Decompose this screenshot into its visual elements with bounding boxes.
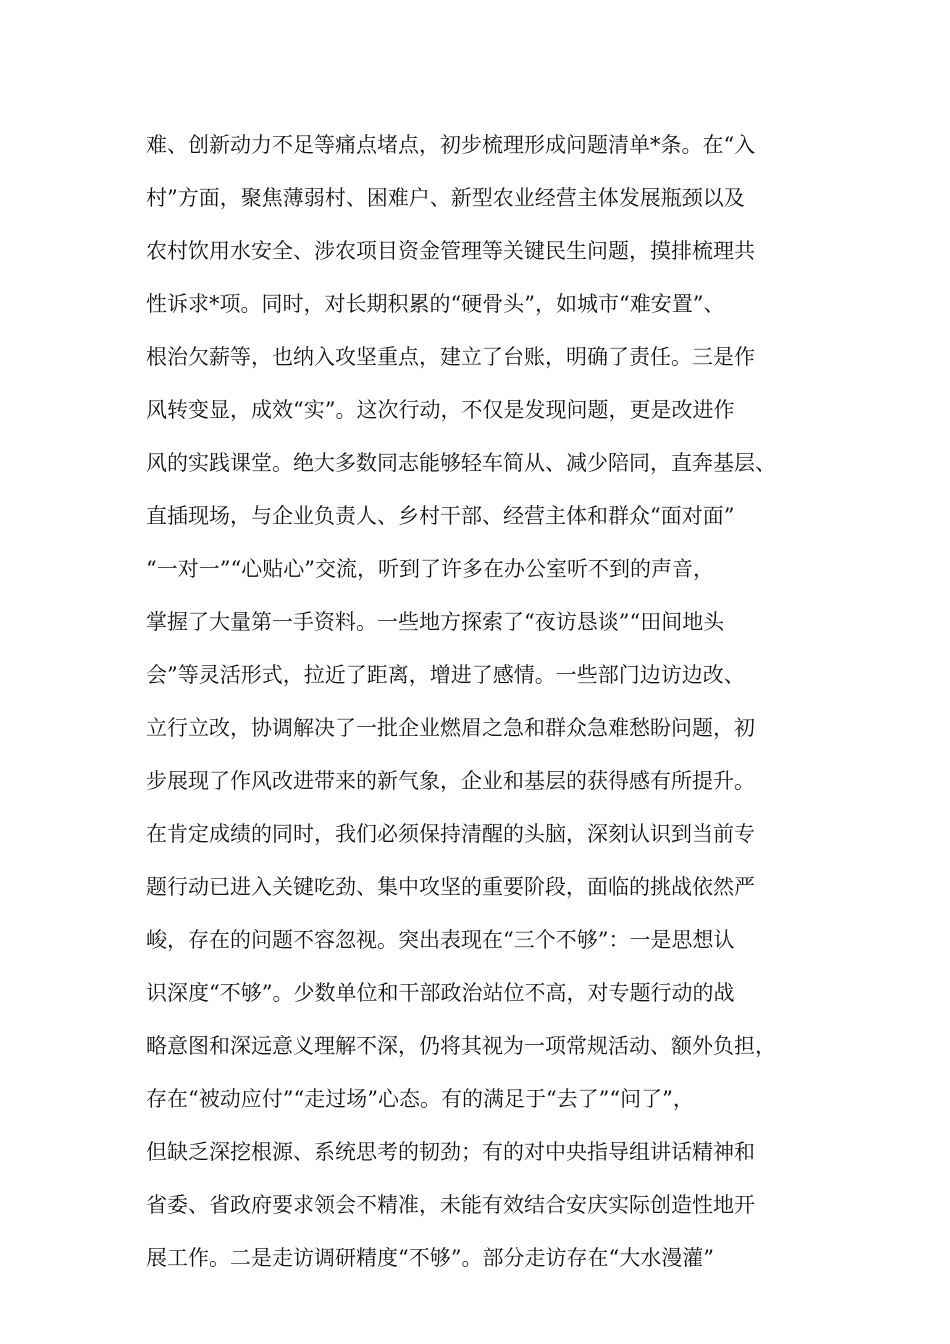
text-line: 步展现了作风改进带来的新气象，企业和基层的获得感有所提升。 xyxy=(146,769,755,793)
text-line: 根治欠薪等，也纳入攻坚重点，建立了台账，明确了责任。三是作 xyxy=(146,345,755,369)
text-line: 村”方面，聚焦薄弱村、困难户、新型农业经营主体发展瓶颈以及 xyxy=(146,186,745,210)
text-line: 掌握了大量第一手资料。一些地方探索了“夜访恳谈”“田间地头 xyxy=(146,610,725,634)
text-line: 风转变显，成效“实”。这次行动，不仅是发现问题，更是改进作 xyxy=(146,398,735,422)
text-line: 立行立改，协调解决了一批企业燃眉之急和群众急难愁盼问题，初 xyxy=(146,716,755,740)
text-line: “一对一”“心贴心”交流，听到了许多在办公室听不到的声音， xyxy=(146,557,714,581)
text-line: 展工作。二是走访调研精度“不够”。部分走访存在“大水漫灌” xyxy=(146,1246,714,1270)
text-line: 会”等灵活形式，拉近了距离，增进了感情。一些部门边访边改、 xyxy=(146,663,745,687)
text-line: 风的实践课堂。绝大多数同志能够轻车简从、减少陪同，直奔基层、 xyxy=(146,451,776,475)
text-line: 略意图和深远意义理解不深，仍将其视为一项常规活动、额外负担， xyxy=(146,1034,776,1058)
text-line: 直插现场，与企业负责人、乡村干部、经营主体和群众“面对面” xyxy=(146,504,735,528)
text-line: 难、创新动力不足等痛点堵点，初步梳理形成问题清单*条。在“入 xyxy=(146,133,756,157)
text-line: 农村饮用水安全、涉农项目资金管理等关键民生问题，摸排梳理共 xyxy=(146,239,755,263)
text-line: 峻，存在的问题不容忽视。突出表现在“三个不够”：一是思想认 xyxy=(146,928,735,952)
text-line: 在肯定成绩的同时，我们必须保持清醒的头脑，深刻认识到当前专 xyxy=(146,822,755,846)
text-line: 省委、省政府要求领会不精准，未能有效结合安庆实际创造性地开 xyxy=(146,1193,755,1217)
text-line: 识深度“不够”。少数单位和干部政治站位不高，对专题行动的战 xyxy=(146,981,735,1005)
text-line: 题行动已进入关键吃劲、集中攻坚的重要阶段，面临的挑战依然严 xyxy=(146,875,755,899)
text-line: 性诉求*项。同时，对长期积累的“硬骨头”，如城市“难安置”、 xyxy=(146,292,725,316)
text-line: 但缺乏深挖根源、系统思考的韧劲；有的对中央指导组讲话精神和 xyxy=(146,1140,755,1164)
text-line: 存在“被动应付”“走过场”心态。有的满足于“去了”“问了”， xyxy=(146,1087,694,1111)
